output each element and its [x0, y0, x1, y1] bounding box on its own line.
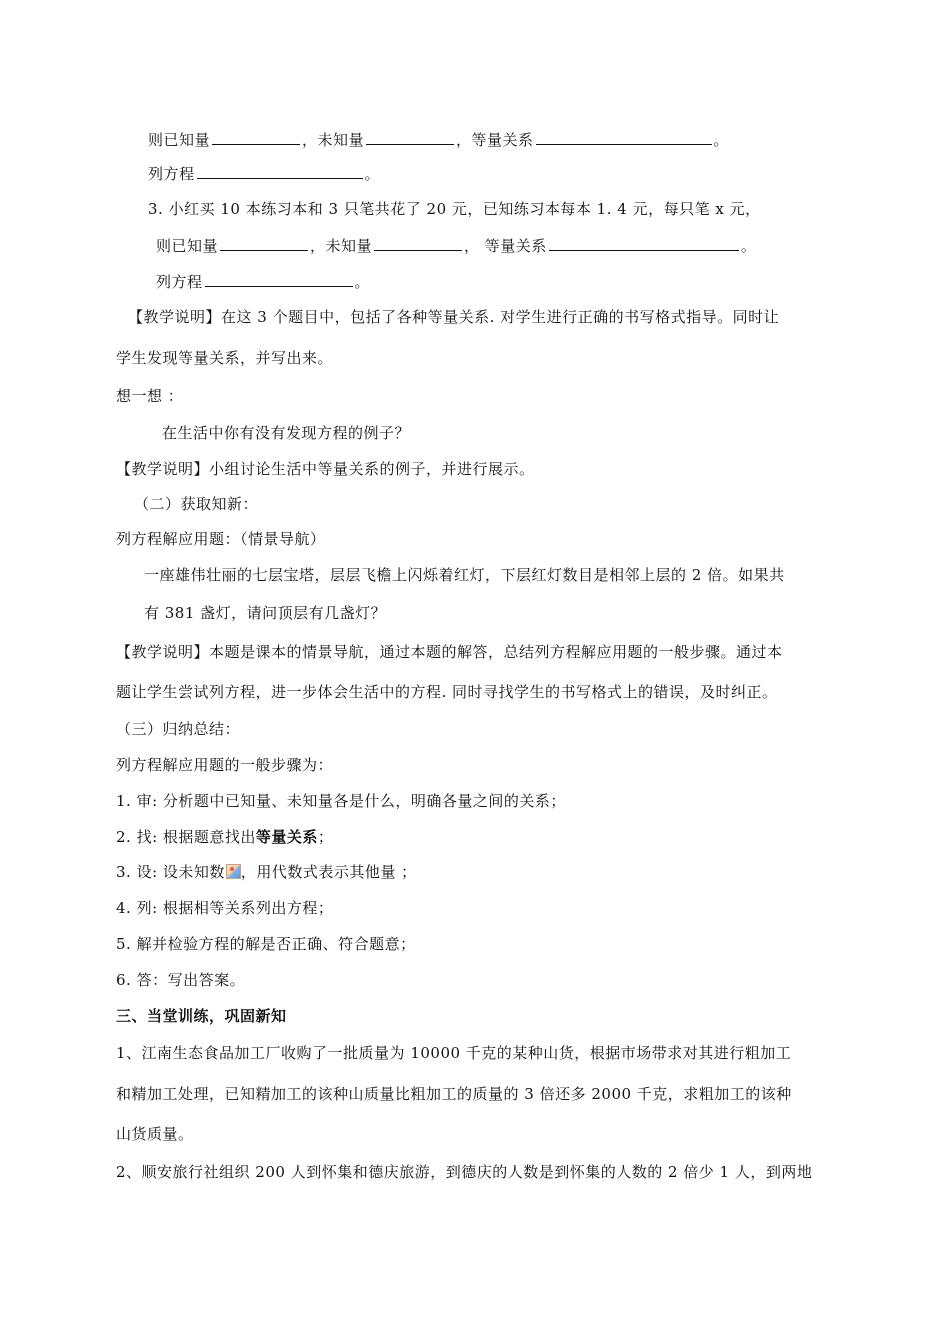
- steps-heading: 列方程解应用题的一般步骤为：: [116, 756, 334, 774]
- question3-text: 3. 小红买 10 本练习本和 3 只笔共花了 20 元，已知练习本每本 1. 4 元，每只笔 x 元，: [148, 200, 761, 218]
- teaching-note-3-line2: 题让学生尝试列方程，进一步体会生活中的方程. 同时寻找学生的书写格式上的错误，及时纠正。: [116, 683, 778, 701]
- teaching-note-1-line2: 学生发现等量关系，并写出来。: [116, 349, 334, 367]
- practice-1-line2: 和精加工处理，已知精加工的该种山质量比粗加工的质量的 3 倍还多 2000 千克，求粗加工的该种: [116, 1085, 792, 1103]
- unknown-blank[interactable]: [366, 129, 454, 145]
- question3-blanks-line: [156, 235, 756, 256]
- think-heading: 想一想 ：: [116, 387, 184, 405]
- step-2: [116, 827, 333, 847]
- practice-1-line3: 山货质量。: [116, 1125, 194, 1143]
- think-question: 在生活中你有没有发现方程的例子？: [162, 424, 411, 442]
- question2-equation-line: [148, 163, 380, 184]
- question3-equation-line: [156, 271, 370, 292]
- practice-2-line1: 2、顺安旅行社组织 200 人到怀集和德庆旅游，到德庆的人数是到怀集的人数的 2 倍少 1 人，到两地: [116, 1163, 813, 1181]
- known-label: 则已知量: [156, 237, 219, 255]
- question2-blanks-line: [148, 129, 729, 150]
- section-3-heading: （三）归纳总结：: [116, 720, 241, 738]
- unknown-label: ，未知量: [302, 131, 365, 149]
- period: 。: [364, 165, 381, 183]
- known-blank[interactable]: [220, 235, 308, 251]
- practice-1-line1: 1、江南生态食品加工厂收购了一批质量为 10000 千克的某种山货，根据市场带求对其进行粗加工: [116, 1044, 792, 1062]
- step-6: 6. 答：写出答案。: [116, 971, 246, 989]
- pagoda-problem-line2: 有 381 盏灯，请问顶层有几盏灯？: [144, 604, 387, 622]
- step-2-keyword: 等量关系: [255, 828, 318, 846]
- teaching-note-2: 【教学说明】小组讨论生活中等量关系的例子，并进行展示。: [116, 460, 535, 478]
- equation-blank[interactable]: [205, 271, 353, 287]
- period: 。: [354, 273, 371, 291]
- step-4: 4. 列: 根据相等关系列出方程；: [116, 899, 334, 917]
- known-label: 则已知量: [148, 131, 211, 149]
- teaching-note-3-line1: 【教学说明】本题是课本的情景导航，通过本题的解答，总结列方程解应用题的一般步骤。通过本: [116, 643, 783, 661]
- equation-blank[interactable]: [197, 163, 363, 179]
- pagoda-problem-line1: 一座雄伟壮丽的七层宝塔，层层飞檐上闪烁着红灯，下层红灯数目是相邻上层的 2 倍。如果共: [144, 566, 785, 584]
- step-5: 5. 解并检验方程的解是否正确、符合题意；: [116, 935, 416, 953]
- section-2-heading: （二）获取知新：: [134, 495, 259, 513]
- equation-label: 列方程: [156, 273, 203, 291]
- step-3: [116, 862, 417, 882]
- relation-blank[interactable]: [549, 235, 739, 251]
- image-placeholder-icon: [226, 864, 241, 879]
- known-blank[interactable]: [212, 129, 300, 145]
- teaching-note-1-line1: 【教学说明】在这 3 个题目中，包括了各种等量关系. 对学生进行正确的书写格式指导。同时让: [128, 308, 780, 326]
- period: 。: [713, 131, 730, 149]
- word-problem-heading: 列方程解应用题：（情景导航）: [116, 530, 326, 548]
- step-2-end: ；: [317, 828, 334, 846]
- relation-blank[interactable]: [536, 129, 712, 145]
- relation-label: ， 等量关系: [464, 237, 547, 255]
- step-3-rest: ，用代数式表示其他量 ；: [240, 863, 417, 881]
- relation-label: ，等量关系: [456, 131, 534, 149]
- equation-label: 列方程: [148, 165, 195, 183]
- step-3-text: 3. 设: 设未知数: [116, 863, 225, 881]
- unknown-label: ，未知量: [310, 237, 373, 255]
- period: 。: [740, 237, 757, 255]
- section-practice-heading: 三、当堂训练，巩固新知: [116, 1007, 287, 1025]
- step-1: 1. 审: 分析题中已知量、未知量各是什么，明确各量之间的关系；: [116, 792, 566, 810]
- step-2-text: 2. 找: 根据题意找出: [116, 828, 256, 846]
- unknown-blank[interactable]: [374, 235, 462, 251]
